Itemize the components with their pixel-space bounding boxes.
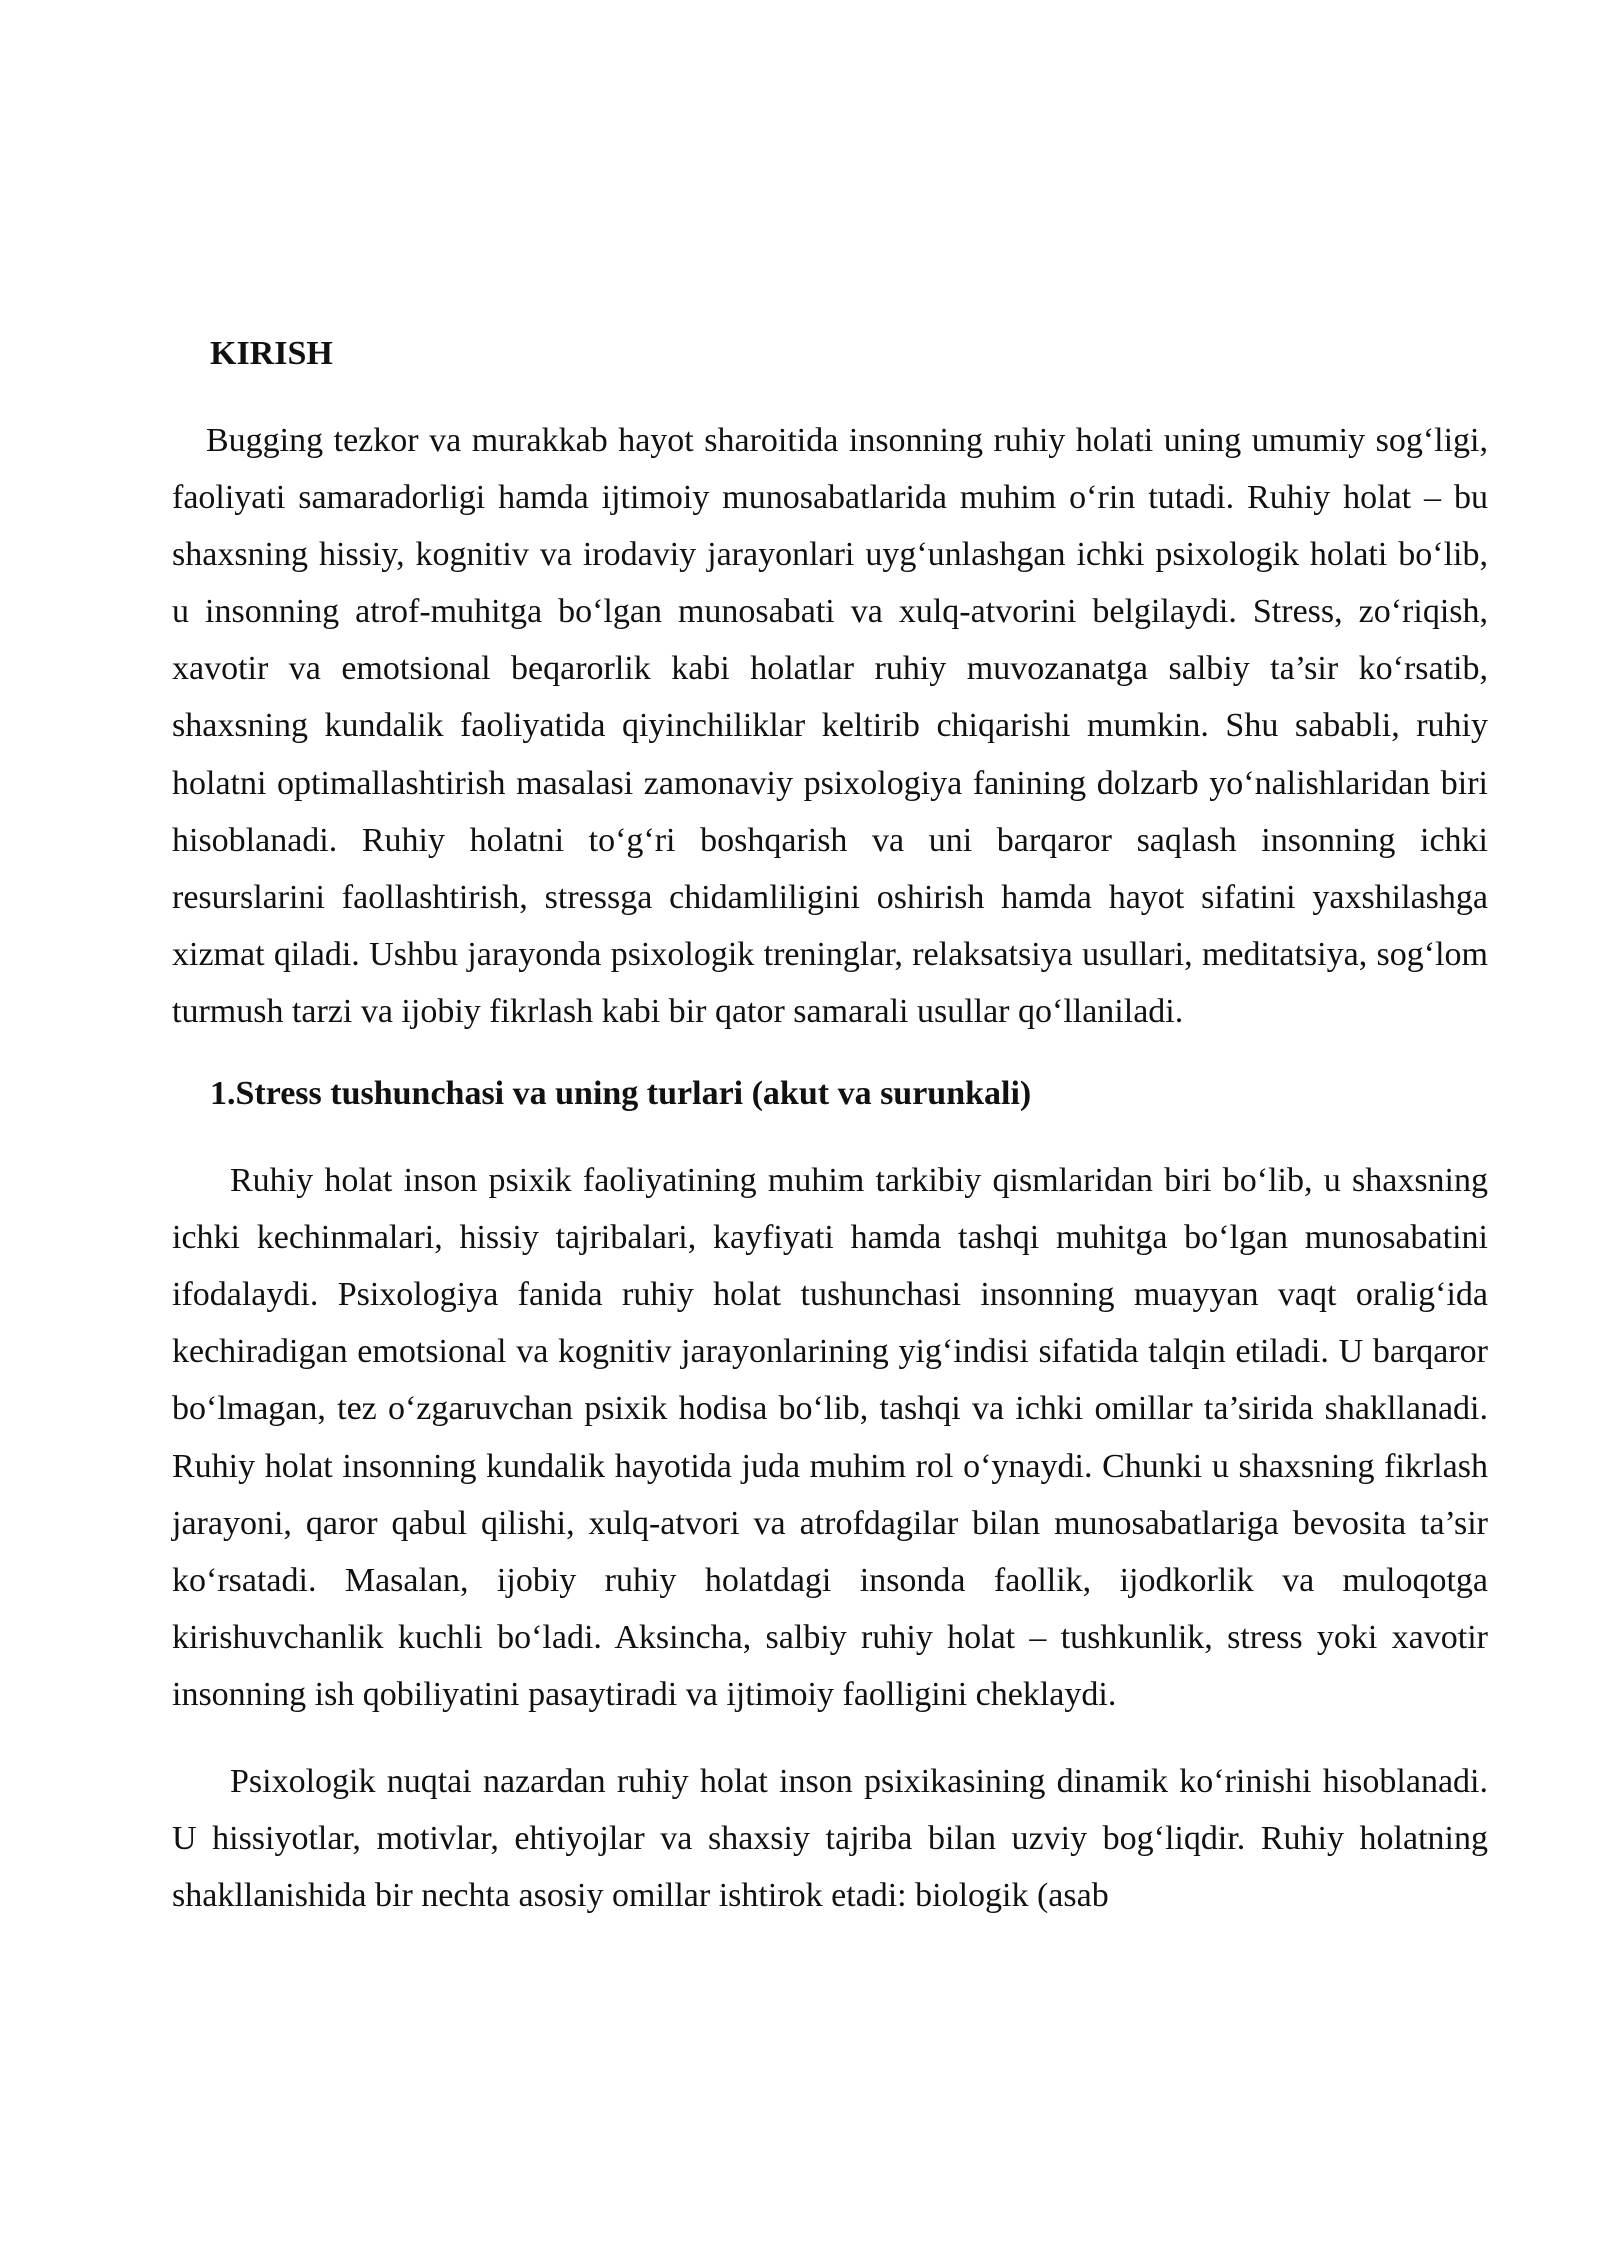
intro-paragraph: Bugging tezkor va murakkab hayot sharoitida insonning ruhiy holati uning umumiy sog‘ligi, faoliyati samaradorligi hamda ijtimoiy munosabatlarida muhim o‘rin tutadi. Ruhiy holat – bu shaxsning hissiy, kognitiv va irodaviy jarayonlari uyg‘unlashgan ichki psixologik holati bo‘lib, u insonning atrof-muhitga bo‘lgan munosabati va xulq-atvorini belgilaydi. Stress, zo‘riqish, xavotir va emotsional beqarorlik kabi holatlar ruhiy muvozanatga salbiy ta’sir ko‘rsatib, shaxsning kundalik faoliyatida qiyinchiliklar keltirib chiqarishi mumkin. Shu sababli, ruhiy holatni optimallashtirish masalasi zamonaviy psixologiya fanining dolzarb yo‘nalishlaridan biri hisoblanadi. Ruhiy holatni to‘g‘ri boshqarish va uni barqaror saqlash insonning ichki resurslarini faollashtirish, stressga chidamliligini oshirish hamda hayot sifatini yaxshilashga xizmat qiladi. Ushbu jarayonda psixologik treninglar, relaksatsiya usullari, meditatsiya, sog‘lom turmush tarzi va ijobiy fikrlash kabi bir qator samarali usullar qo‘llaniladi. [172, 422, 1488, 1030]
section-1-paragraph-2: Psixologik nuqtai nazardan ruhiy holat inson psixikasining dinamik ko‘rinishi hisoblanadi. U hissiyotlar, motivlar, ehtiyojlar va shaxsiy tajriba bilan uzviy bog‘liqdir. Ruhiy holatning shakllanishida bir nechta asosiy omillar ishtirok etadi: biologik (asab [172, 1762, 1488, 1915]
section-1-paragraph-1: Ruhiy holat inson psixik faoliyatining muhim tarkibiy qismlaridan biri bo‘lib, u shaxsning ichki kechinmalari, hissiy tajribalari, kayfiyati hamda tashqi muhitga bo‘lgan munosabatini ifodalaydi. Psixologiya fanida ruhiy holat tushunchasi insonning muayyan vaqt oralig‘ida kechiradigan emotsional va kognitiv jarayonlarining yig‘indisi sifatida talqin etiladi. U barqaror bo‘lmagan, tez o‘zgaruvchan psixik hodisa bo‘lib, tashqi va ichki omillar ta’sirida shakllanadi. Ruhiy holat insonning kundalik hayotida juda muhim rol o‘ynaydi. Chunki u shaxsning fikrlash jarayoni, qaror qabul qilishi, xulq-atvori va atrofdagilar bilan munosabatlariga bevosita ta’sir ko‘rsatadi. Masalan, ijobiy ruhiy holatdagi insonda faollik, ijodkorlik va muloqotga kirishuvchanlik kuchli bo‘ladi. Aksincha, salbiy ruhiy holat – tushkunlik, stress yoki xavotir insonning ish qobiliyatini pasaytiradi va ijtimoiy faolligini cheklaydi. [172, 1162, 1488, 1713]
document-body [172, 330, 1488, 1924]
intro-heading: KIRISH [210, 335, 333, 372]
section-1-heading: 1.Stress tushunchasi va uning turlari (akut va surunkali) [210, 1075, 1032, 1113]
